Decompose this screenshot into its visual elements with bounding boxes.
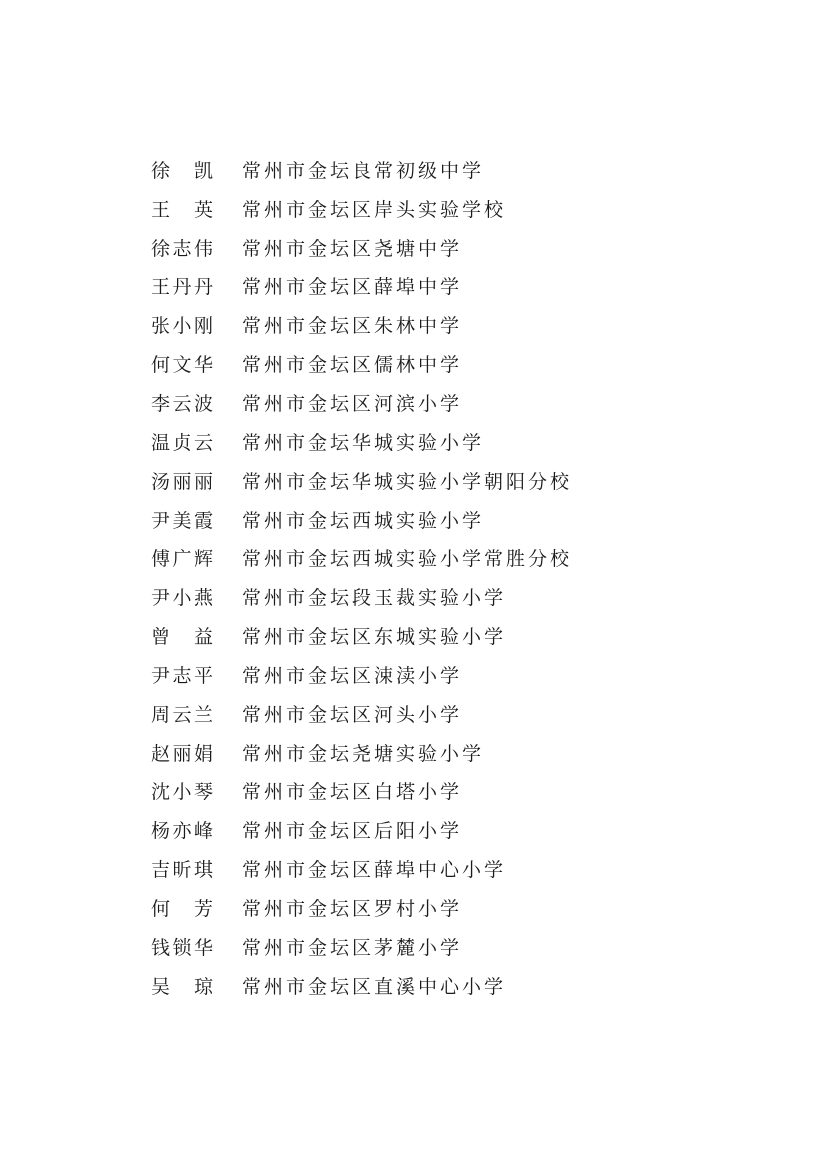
list-item — [151, 230, 572, 269]
list-item — [151, 657, 572, 696]
teacher-name: 李云波 — [151, 392, 216, 415]
list-item — [151, 774, 572, 813]
list-item — [151, 618, 572, 657]
school-name: 常州市金坛区薛埠中心小学 — [242, 859, 507, 882]
teacher-name: 徐 凯 — [151, 159, 216, 182]
teacher-name: 吴 琼 — [151, 975, 216, 998]
teacher-name: 王丹丹 — [151, 276, 216, 299]
list-item — [151, 307, 572, 346]
teacher-school-list — [151, 152, 572, 1007]
school-name: 常州市金坛区后阳小学 — [242, 820, 463, 843]
school-name: 常州市金坛华城实验小学 — [242, 431, 485, 454]
school-name: 常州市金坛尧塘实验小学 — [242, 742, 485, 765]
teacher-name: 王 英 — [151, 198, 216, 221]
teacher-name: 尹美霞 — [151, 509, 216, 532]
school-name: 常州市金坛区直溪中心小学 — [242, 975, 507, 998]
school-name: 常州市金坛段玉裁实验小学 — [242, 587, 507, 610]
school-name: 常州市金坛区儒林中学 — [242, 354, 463, 377]
school-name: 常州市金坛华城实验小学朝阳分校 — [242, 470, 573, 493]
teacher-name: 吉昕琪 — [151, 859, 216, 882]
list-item — [151, 890, 572, 929]
school-name: 常州市金坛区东城实验小学 — [242, 626, 507, 649]
school-name: 常州市金坛区河滨小学 — [242, 392, 463, 415]
school-name: 常州市金坛区涑渎小学 — [242, 664, 463, 687]
teacher-name: 钱锁华 — [151, 936, 216, 959]
school-name: 常州市金坛区茅麓小学 — [242, 936, 463, 959]
school-name: 常州市金坛西城实验小学 — [242, 509, 485, 532]
list-item — [151, 579, 572, 618]
teacher-name: 张小刚 — [151, 315, 216, 338]
school-name: 常州市金坛区河头小学 — [242, 703, 463, 726]
teacher-name: 赵丽娟 — [151, 742, 216, 765]
teacher-name: 温贞云 — [151, 431, 216, 454]
teacher-name: 周云兰 — [151, 703, 216, 726]
teacher-name: 曾 益 — [151, 626, 216, 649]
teacher-name: 杨亦峰 — [151, 820, 216, 843]
list-item — [151, 812, 572, 851]
list-item — [151, 385, 572, 424]
list-item — [151, 540, 572, 579]
teacher-name: 何 芳 — [151, 897, 216, 920]
school-name: 常州市金坛西城实验小学常胜分校 — [242, 548, 573, 571]
list-item — [151, 269, 572, 308]
list-item — [151, 463, 572, 502]
list-item — [151, 929, 572, 968]
school-name: 常州市金坛区朱林中学 — [242, 315, 463, 338]
teacher-name: 徐志伟 — [151, 237, 216, 260]
list-item — [151, 152, 572, 191]
list-item — [151, 191, 572, 230]
teacher-name: 尹志平 — [151, 664, 216, 687]
teacher-name: 傅广辉 — [151, 548, 216, 571]
teacher-name: 何文华 — [151, 354, 216, 377]
list-item — [151, 851, 572, 890]
school-name: 常州市金坛区薛埠中学 — [242, 276, 463, 299]
list-item — [151, 502, 572, 541]
school-name: 常州市金坛区罗村小学 — [242, 897, 463, 920]
school-name: 常州市金坛区岸头实验学校 — [242, 198, 507, 221]
teacher-name: 汤丽丽 — [151, 470, 216, 493]
school-name: 常州市金坛区尧塘中学 — [242, 237, 463, 260]
teacher-name: 沈小琴 — [151, 781, 216, 804]
list-item — [151, 968, 572, 1007]
teacher-name: 尹小燕 — [151, 587, 216, 610]
list-item — [151, 696, 572, 735]
school-name: 常州市金坛区白塔小学 — [242, 781, 463, 804]
list-item — [151, 424, 572, 463]
school-name: 常州市金坛良常初级中学 — [242, 159, 485, 182]
list-item — [151, 735, 572, 774]
list-item — [151, 346, 572, 385]
